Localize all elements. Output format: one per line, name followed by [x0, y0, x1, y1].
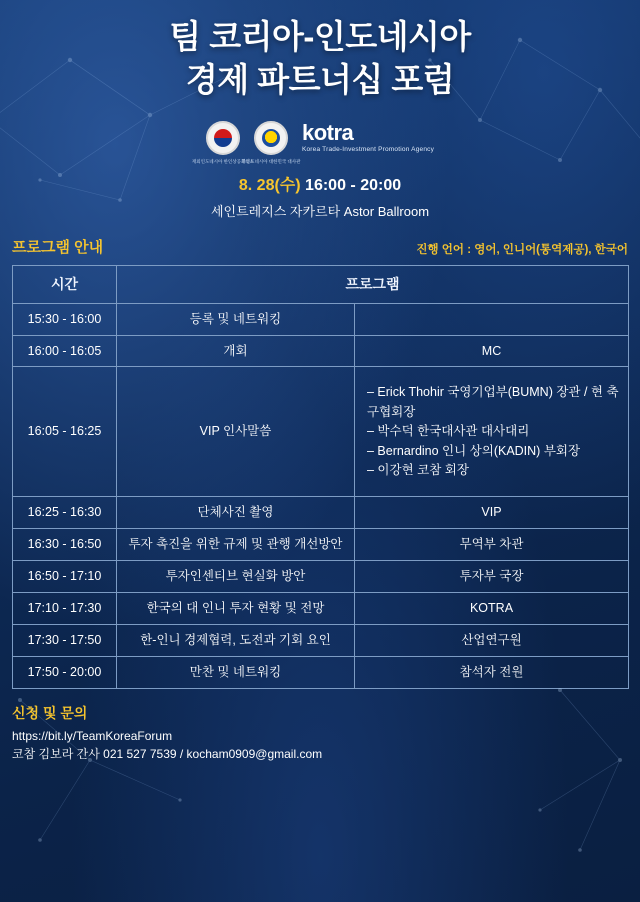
kocham-emblem-icon	[191, 121, 255, 164]
cell-program: VIP 인사말씀	[117, 367, 355, 497]
footer-contact[interactable]: 코참 김보라 간사 021 527 7539 / kocham0909@gmail.com	[12, 746, 323, 761]
cell-time: 17:30 - 17:50	[13, 624, 117, 656]
footer-link[interactable]: https://bit.ly/TeamKoreaForum	[12, 728, 173, 743]
speaker-list-item: – Erick Thohir 국영기업부(BUMN) 장관 / 현 축구협회장	[367, 385, 619, 419]
cell-time: 17:50 - 20:00	[13, 656, 117, 688]
cell-speaker: 투자부 국장	[355, 561, 629, 593]
table-row	[13, 303, 629, 335]
cell-speaker-list	[355, 367, 629, 497]
table-row	[13, 593, 629, 625]
cell-program: 한국의 대 인니 투자 현황 및 전망	[117, 593, 355, 625]
table-row	[13, 529, 629, 561]
cell-speaker: 산업연구원	[355, 624, 629, 656]
col-header-time: 시간	[13, 265, 117, 303]
cell-speaker	[355, 303, 629, 335]
cell-time: 16:00 - 16:05	[13, 335, 117, 367]
cell-program: 투자인센티브 현실화 방안	[117, 561, 355, 593]
cell-program: 단체사진 촬영	[117, 497, 355, 529]
table-row	[13, 367, 629, 497]
cell-program: 등록 및 네트워킹	[117, 303, 355, 335]
cell-speaker: MC	[355, 335, 629, 367]
cell-program: 개회	[117, 335, 355, 367]
event-time: 16:00 - 20:00	[305, 176, 402, 194]
kotra-logo-subtitle: Korea Trade-Investment Promotion Agency	[301, 146, 435, 154]
title-line-2: 경제 파트너십 포럼	[185, 60, 455, 98]
col-header-program: 프로그램	[117, 265, 629, 303]
speaker-list-item: – 이강현 코참 회장	[367, 462, 469, 477]
program-table	[12, 265, 629, 689]
cell-speaker: KOTRA	[355, 593, 629, 625]
embassy-emblem-icon	[241, 121, 301, 164]
cell-time: 17:10 - 17:30	[13, 593, 117, 625]
language-note: 진행 언어 : 영어, 인니어(통역제공), 한국어	[416, 243, 628, 256]
cell-time: 16:05 - 16:25	[13, 367, 117, 497]
event-datetime	[0, 172, 640, 195]
cell-time: 16:30 - 16:50	[13, 529, 117, 561]
embassy-emblem-caption: 주인도네시아 대한민국 대사관	[241, 158, 301, 164]
section-title: 프로그램 안내	[12, 238, 104, 256]
page-title	[0, 16, 640, 102]
speaker-list-item: – Bernardino 인니 상의(KADIN) 부회장	[367, 443, 581, 458]
poster-header	[0, 0, 640, 220]
kotra-logo	[302, 122, 434, 154]
cell-program: 투자 촉진을 위한 규제 및 관행 개선방안	[117, 529, 355, 561]
cell-time: 16:50 - 17:10	[13, 561, 117, 593]
table-row	[13, 497, 629, 529]
footer	[0, 703, 640, 773]
cell-time: 16:25 - 16:30	[13, 497, 117, 529]
table-row	[13, 624, 629, 656]
cell-time: 15:30 - 16:00	[13, 303, 117, 335]
table-row	[13, 335, 629, 367]
cell-program: 만찬 및 네트워킹	[117, 656, 355, 688]
footer-title: 신청 및 문의	[12, 704, 88, 721]
table-row	[13, 656, 629, 688]
table-row	[13, 561, 629, 593]
kocham-emblem-caption: 재외인도네시아 한인상공회의소	[191, 158, 255, 164]
kotra-logo-text: kotra	[301, 120, 354, 146]
title-line-1: 팀 코리아-인도네시아	[169, 18, 471, 55]
table-header-row	[13, 265, 629, 303]
event-date: 8. 28(수)	[238, 176, 301, 194]
speaker-list-item: – 박수덕 한국대사관 대사대리	[367, 424, 530, 439]
program-section-header	[0, 236, 640, 257]
cell-speaker: VIP	[355, 497, 629, 529]
cell-speaker: 무역부 차관	[355, 529, 629, 561]
event-venue: 세인트레지스 자카르타 Astor Ballroom	[210, 203, 430, 219]
cell-speaker: 참석자 전원	[355, 656, 629, 688]
logo-row	[0, 118, 640, 164]
cell-program: 한-인니 경제협력, 도전과 기회 요인	[117, 624, 355, 656]
